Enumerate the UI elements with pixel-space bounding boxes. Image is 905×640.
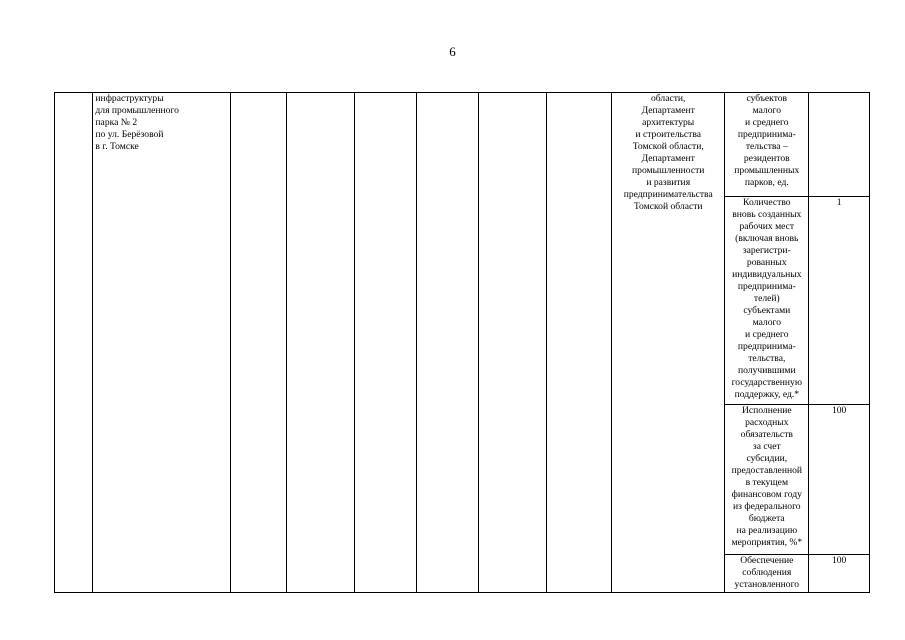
- empty-cell: [478, 93, 547, 593]
- responsible-executor-cell: [612, 93, 725, 593]
- responsible-executor-text: области, Департамент архитектуры и строительства Томской области, Департамент промышленности и развития предпринимательства Томской области: [623, 93, 713, 212]
- indicator-value-text: 100: [831, 555, 847, 566]
- activity-name-cell: [93, 93, 231, 593]
- indicator-value-text: 1: [836, 197, 842, 208]
- number-cell: [55, 93, 93, 593]
- indicator-value-cell: [809, 555, 870, 593]
- empty-cell: [286, 93, 355, 593]
- indicator-name-cell: [725, 405, 809, 555]
- activity-name-text: инфраструктуры для промышленного парка № 2 по ул. Берёзовой в г. Томске: [95, 93, 179, 152]
- page-number: 6: [449, 44, 456, 59]
- indicator-value-text: 100: [831, 405, 847, 416]
- empty-cell: [355, 93, 417, 593]
- table-row: [55, 93, 870, 197]
- indicator-name-cell: [725, 555, 809, 593]
- indicator-value-cell: [809, 405, 870, 555]
- indicator-name-text: Количество вновь созданных рабочих мест (включая вновь зарегистри- рованных индивидуальных предпринима- телей) субъектами малого и среднего предпринима- тельства, получившими государственную поддержку, ед.*: [731, 197, 803, 400]
- indicator-name-cell: [725, 93, 809, 197]
- indicator-name-cell: [725, 197, 809, 405]
- indicator-name-text: Исполнение расходных обязательств за счет субсидии, предоставленной в текущем финансовом году из федерального бюджета на реализацию мероприятия, %*: [731, 405, 803, 548]
- empty-cell: [547, 93, 612, 593]
- indicator-name-text: Обеспечение соблюдения установленного: [734, 555, 800, 590]
- program-table: [54, 92, 870, 593]
- indicator-name-text: субъектов малого и среднего предпринима- тельства – резидентов промышленных парков, ед.: [734, 93, 800, 188]
- indicator-value-cell: [809, 93, 870, 197]
- empty-cell: [416, 93, 478, 593]
- indicator-value-cell: [809, 197, 870, 405]
- empty-cell: [230, 93, 286, 593]
